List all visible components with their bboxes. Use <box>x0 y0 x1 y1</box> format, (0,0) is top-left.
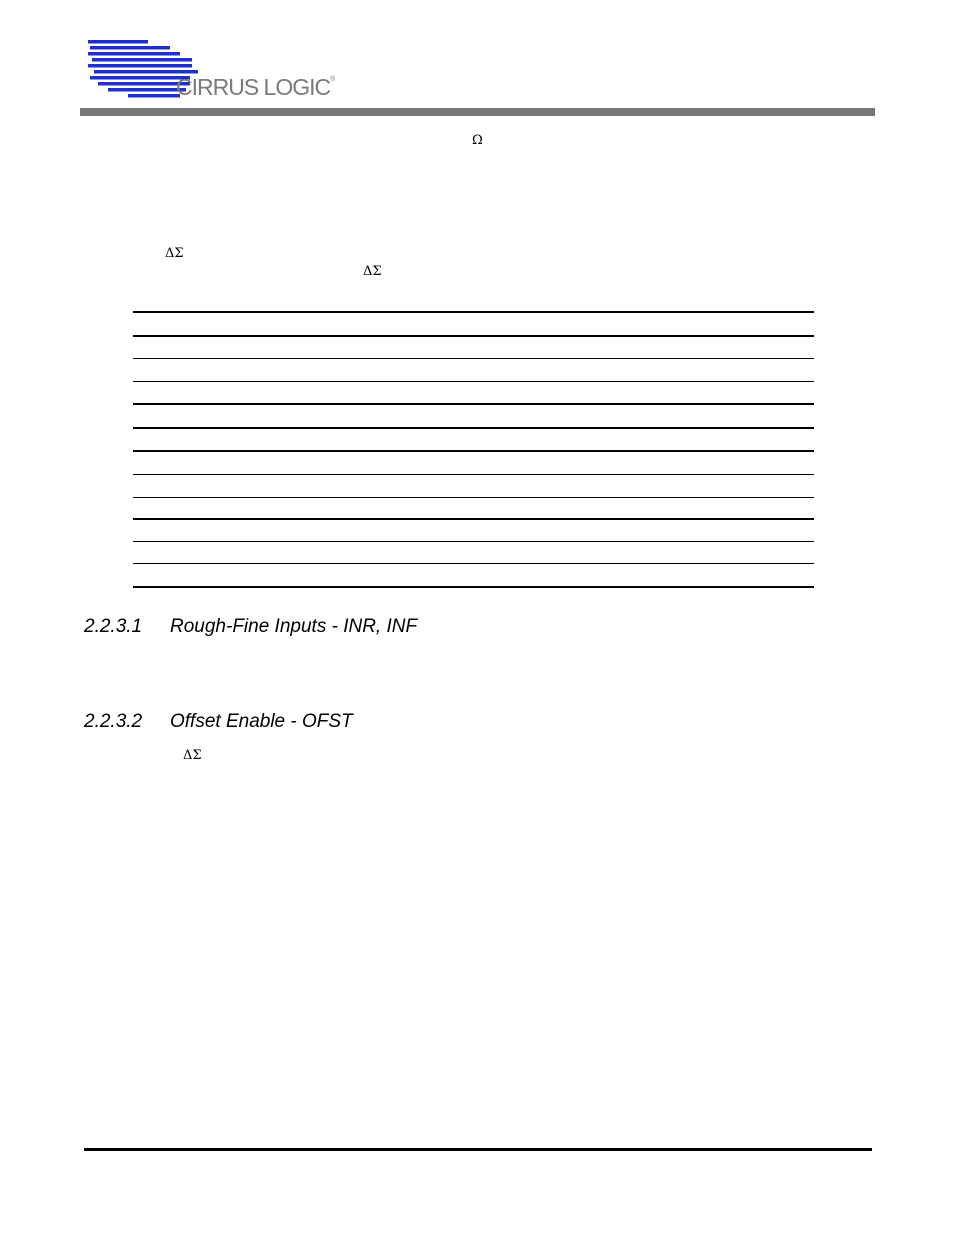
table-rule <box>133 497 814 498</box>
header-bar <box>80 108 875 116</box>
logo-stripe <box>90 46 170 50</box>
registered-mark: ® <box>330 76 335 83</box>
section-title: Offset Enable - OFST <box>170 711 353 732</box>
delta-sigma-symbol-3: ΔΣ <box>183 748 202 763</box>
company-name-text: CIRRUS LOGIC <box>176 74 331 100</box>
table-rule <box>133 403 814 405</box>
table-rule <box>133 358 814 359</box>
logo-stripe <box>88 52 180 56</box>
table-rule <box>133 450 814 452</box>
omega-symbol: Ω <box>472 133 483 148</box>
logo-stripe <box>90 76 190 80</box>
table-rule <box>133 335 814 337</box>
company-name <box>176 74 334 101</box>
logo-stripe <box>88 40 148 44</box>
table-rule <box>133 311 814 313</box>
section-title: Rough-Fine Inputs - INR, INF <box>170 616 418 637</box>
table-rule <box>133 381 814 382</box>
table-rule <box>133 427 814 429</box>
footer-rule <box>84 1148 872 1151</box>
logo-stripe <box>108 88 186 92</box>
table-rule <box>133 518 814 520</box>
table-rule <box>133 474 814 475</box>
section-heading-2-2-3-1 <box>84 616 417 638</box>
table-rule <box>133 563 814 564</box>
logo-stripe <box>128 94 180 98</box>
table-rule <box>133 541 814 542</box>
table-rule <box>133 586 814 588</box>
delta-sigma-symbol-1: ΔΣ <box>165 246 184 261</box>
delta-sigma-symbol-2: ΔΣ <box>363 264 382 279</box>
logo-stripe <box>94 70 198 74</box>
logo-stripe <box>92 58 192 62</box>
logo-stripe <box>88 64 192 68</box>
section-number: 2.2.3.2 <box>84 711 143 732</box>
section-heading-2-2-3-2 <box>84 711 353 733</box>
section-number: 2.2.3.1 <box>84 616 143 637</box>
